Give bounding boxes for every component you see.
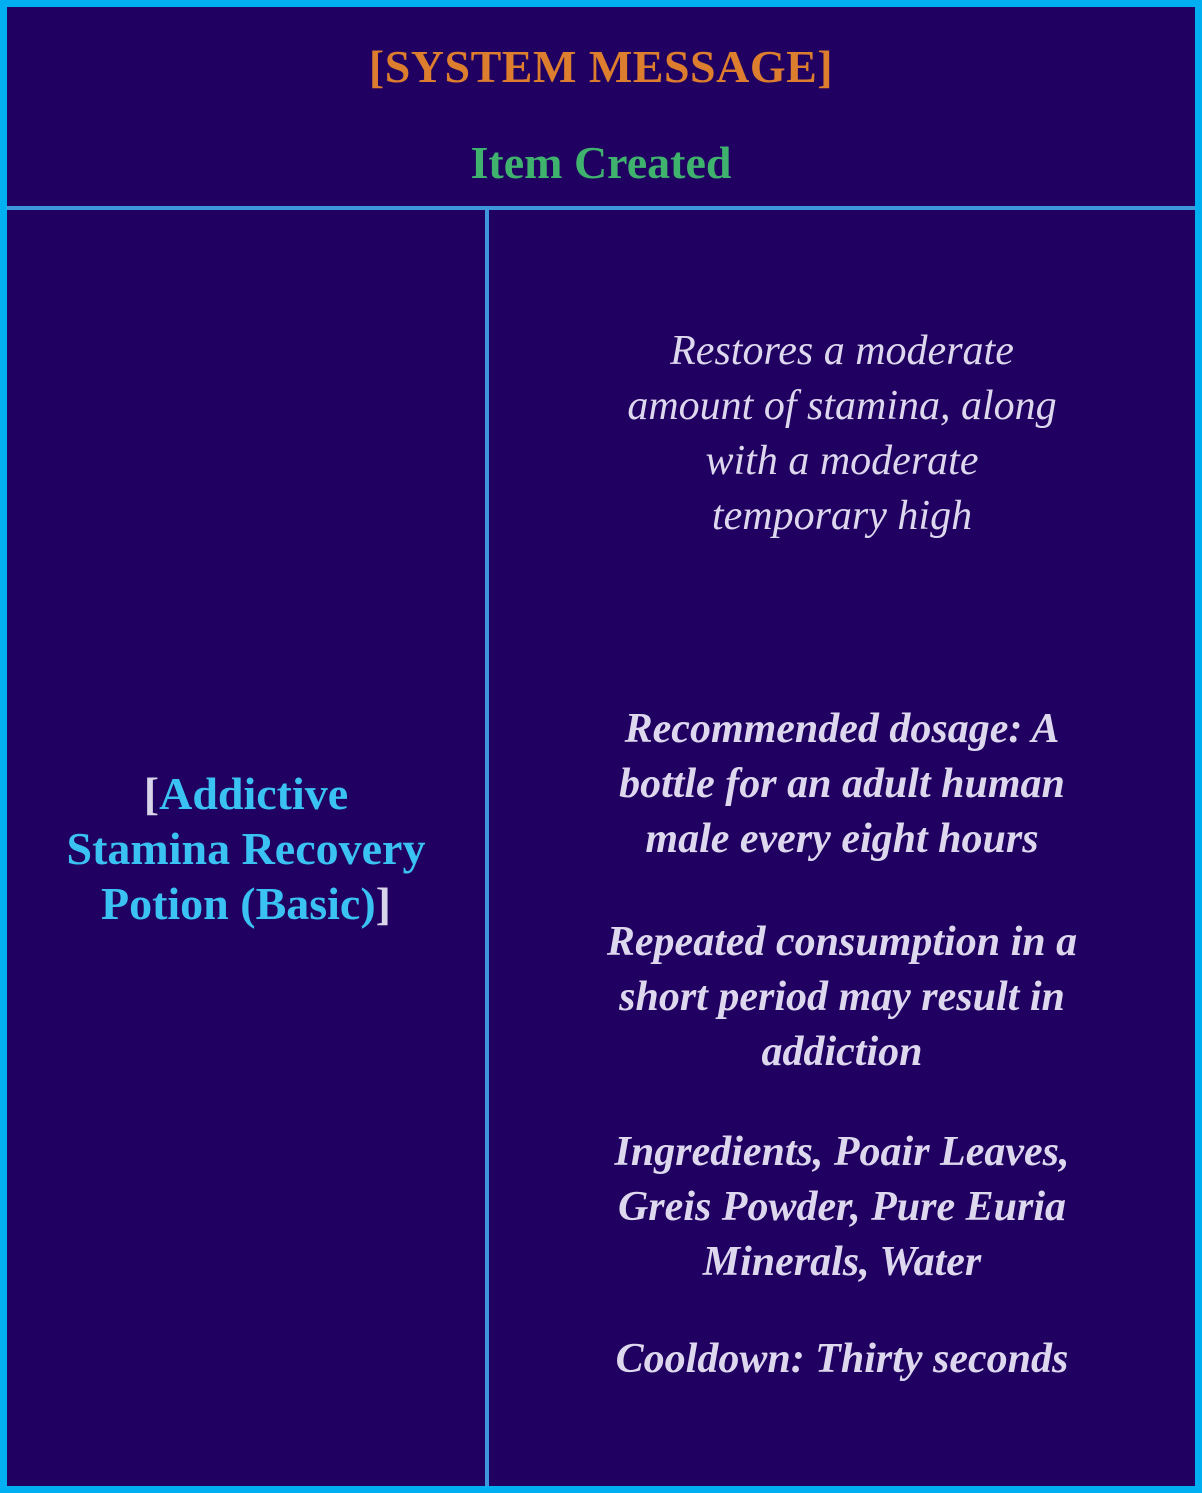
text-line: Cooldown: Thirty seconds	[615, 1336, 1069, 1382]
item-name-cell	[7, 210, 489, 1486]
text-line: bottle for an adult human	[619, 761, 1065, 807]
text-line: Ingredients, Poair Leaves,	[614, 1129, 1070, 1175]
text-line: amount of stamina, along	[627, 383, 1057, 429]
effect-description	[489, 324, 1195, 544]
text-line: short period may result in	[619, 974, 1065, 1020]
text-line: male every eight hours	[645, 816, 1039, 862]
ingredients-list	[489, 1125, 1195, 1290]
item-name-text: Potion (Basic)	[100, 877, 376, 929]
item-name-text: Stamina Recovery	[66, 822, 426, 874]
system-message-header	[7, 7, 1195, 210]
cooldown-info	[489, 1332, 1195, 1387]
item-created-subtitle: Item Created	[470, 137, 732, 188]
item-name-line	[67, 821, 426, 876]
text-line: Greis Powder, Pure Euria	[617, 1184, 1067, 1230]
text-line: with a moderate	[705, 438, 979, 484]
text-line: Minerals, Water	[702, 1239, 982, 1285]
text-line: Repeated consumption in a	[606, 919, 1078, 965]
item-name	[67, 766, 426, 931]
dosage-description	[489, 702, 1195, 867]
item-details-row	[7, 210, 1195, 1486]
text-line: addiction	[761, 1029, 923, 1075]
close-bracket: ]	[375, 877, 391, 929]
open-bracket: [	[143, 767, 160, 819]
item-name-text: Addictive	[159, 767, 349, 819]
addiction-warning	[489, 915, 1195, 1080]
text-line: Restores a moderate	[670, 328, 1014, 374]
item-name-line	[67, 766, 426, 821]
text-line: temporary high	[711, 493, 973, 539]
text-line: Recommended dosage: A	[624, 706, 1060, 752]
item-description-cell	[489, 210, 1195, 1486]
item-name-line	[67, 876, 426, 931]
system-message-title: [SYSTEM MESSAGE]	[368, 41, 834, 92]
